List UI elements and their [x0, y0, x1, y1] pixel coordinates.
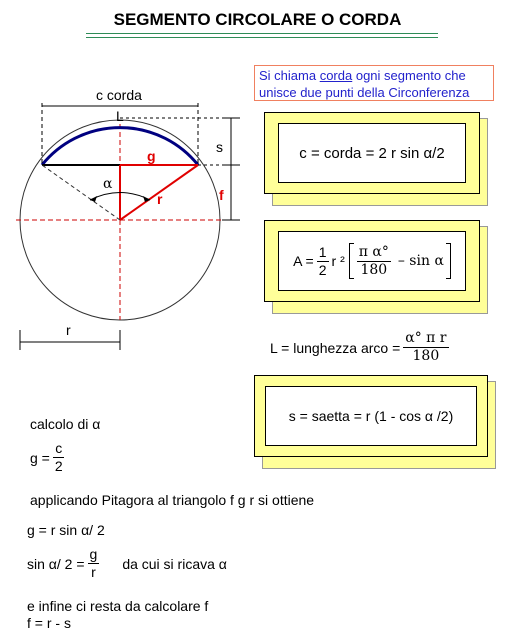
g-label: g: [147, 148, 156, 164]
g-den: 2: [54, 458, 63, 474]
area-r2: r ²: [331, 253, 345, 269]
sin-fraction: [88, 546, 100, 581]
chord-card: [264, 112, 480, 194]
g-fraction: [53, 440, 65, 475]
arc-num: α° π r: [405, 330, 447, 346]
sin-lhs: sin α/ 2 =: [27, 555, 85, 572]
arc-lhs: L = lunghezza arco =: [270, 339, 401, 356]
page-title: SEGMENTO CIRCOLARE O CORDA: [113, 10, 402, 29]
area-num: 1: [318, 243, 327, 260]
g-equation: g = r sin α/ 2: [27, 522, 105, 538]
definition-text-2: ogni segmento che unisce due punti della Circonferenza: [259, 68, 470, 100]
bracket-left: [349, 243, 354, 279]
f-label: f: [219, 187, 224, 203]
arc-label: L: [116, 108, 124, 124]
arc-den: 180: [412, 348, 440, 364]
left-radius: [42, 165, 120, 220]
arc-length-formula: [270, 330, 452, 365]
r-label: r: [157, 191, 163, 207]
definition-keyword: corda: [319, 68, 353, 83]
sin-formula: [27, 546, 227, 581]
area-inner-den: 180: [360, 261, 388, 278]
area-inner-num: π α°: [358, 243, 389, 260]
sin-tail: da cui si ricava α: [122, 555, 227, 572]
area-inner-fraction: [357, 244, 391, 279]
final-text-1: e infine ci resta da calcolare f: [27, 598, 209, 614]
sagitta-card: [254, 375, 488, 457]
area-lhs: A =: [293, 253, 314, 269]
final-text-2: f = r - s: [27, 615, 71, 631]
area-fraction: [317, 244, 329, 279]
area-card: [264, 220, 480, 302]
area-den: 2: [318, 261, 327, 278]
bracket-right: [446, 243, 451, 279]
sin-den: r: [91, 564, 96, 580]
g-formula: [30, 440, 68, 475]
sagitta-formula: s = saetta = r (1 - cos α /2): [265, 386, 477, 446]
sin-num: g: [89, 546, 98, 562]
chord-formula: c = corda = 2 r sin α/2: [278, 123, 466, 183]
pitagora-text: applicando Pitagora al triangolo f g r si ottiene: [30, 492, 315, 508]
alpha-label: α: [103, 176, 113, 192]
calc-alpha-text: calcolo di α: [30, 416, 101, 432]
radius-label: r: [66, 322, 71, 338]
chord-label: c corda: [96, 87, 142, 103]
s-label: s: [216, 139, 223, 155]
area-formula: [278, 231, 466, 291]
area-tail: – sin α: [397, 253, 444, 269]
g-num: c: [55, 440, 63, 456]
arc-fraction: [403, 330, 448, 365]
definition-text-1: Si chiama: [259, 68, 320, 83]
g-lhs: g =: [30, 449, 50, 466]
